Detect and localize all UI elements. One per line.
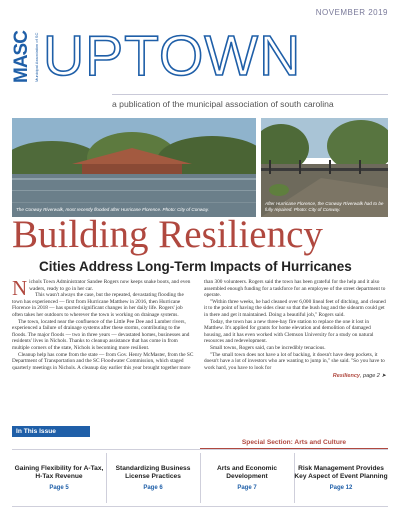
article-column-left: [12, 276, 194, 371]
issue-date: NOVEMBER 2019: [315, 8, 388, 17]
photo-flooded-riverwalk: [12, 118, 256, 217]
toc-item-title: Arts and Economic Development: [216, 464, 278, 480]
photo-right-caption: After Hurricane Florence, the Conway Riverwalk had to be fully repaired. Photo: City of Conway.: [265, 201, 384, 212]
article-paragraph: "Within three weeks, he had cleaned over 6,000 lineal feet of ditching, and cleaned it to the point of having the sides clear so that the bush hog and the sidearm could get in there and get it maintained. Doing a beautiful job," Rogers said.: [204, 298, 386, 318]
masthead-rule: [112, 94, 388, 95]
article-paragraph: The town, located near the confluence of the Little Pee Dee and Lumber rivers, experienced a failure of drainage systems after these storms, contributing to the floods. The major floods — two in three years — devastated homes, businesses and residents' lives in Nichols. Thanks to cleanup assistance that has come in from multiple corners of the state, Nichols is becoming more resilient.: [12, 318, 190, 351]
table-of-contents: [12, 449, 388, 507]
arrow-right-icon: ➤: [381, 373, 386, 380]
masc-abbrev: MASC: [11, 31, 32, 83]
article-paragraph: Cleanup help has come from the state — from Gov. Henry McMaster, from the SC Department of Transportation and the SC Floodwater Commission, which staged quarterly meetings in Nichols. A cleanup day earlier this year brought together more: [12, 351, 194, 371]
continued-link[interactable]: Resiliency, page 2 ➤: [332, 373, 386, 380]
masc-logo: [12, 26, 42, 88]
flood-photo-illustration: [12, 118, 256, 217]
toc-item-page: Page 7: [237, 485, 257, 492]
article-paragraph: This wasn't always the case, but the repeated, devastating flooding the town has experienced — first from Hurricane Matthew in 2016, then Hurricane Florence in 2018 — has spurred significant changes in her daily life. Rogers' job often takes her outdoors to wherever the town is working on drainage systems.: [12, 292, 184, 318]
article-paragraph: Today, the town has a new three-bay fire station to replace the one it lost in Matthew. It's applied for grants for home elevation and demolition of damaged housing, and it has even worked with Clemson University for a study on natural resources and redevelopment.: [204, 318, 374, 345]
toc-item-title: Gaining Flexibility for A-Tax, H-Tax Revenue: [14, 464, 104, 480]
masthead-tagline: a publication of the municipal association of south carolina: [112, 99, 334, 109]
toc-item[interactable]: [294, 449, 388, 507]
masc-fullname: Municipal Association of SC: [34, 32, 39, 82]
drop-cap: N: [12, 276, 28, 300]
special-section-label: Special Section: Arts and Culture: [241, 439, 347, 446]
toc-item-title: Standardizing Business License Practices: [115, 464, 191, 480]
toc-item-page: Page 12: [329, 485, 353, 492]
toc-item[interactable]: [12, 449, 106, 507]
toc-item[interactable]: [106, 449, 200, 507]
article-paragraph: Small towns, Rogers said, can be incredibly tenacious.: [210, 344, 326, 351]
toc-item[interactable]: [200, 449, 294, 507]
article-headline: Building Resiliency: [12, 213, 323, 256]
article-subhead: Cities Address Long-Term Impacts of Hurricanes: [39, 259, 352, 274]
article-paragraph: Nichols Town Administrator Sandee Rogers now keeps snake boots, and even waders, ready to go in her car.: [12, 276, 191, 300]
toc-item-title: Risk Management Provides Key Aspect of Event Planning: [294, 464, 388, 480]
masthead-title: UPTOWN: [43, 24, 302, 88]
article-paragraph: "The small town does not have a lot of backing, it doesn't have deep pockets, it doesn't have a lot of investors who are wanting to jump in," she said. "So you have to work hard, you have to look for: [204, 351, 385, 371]
photo-left-caption: The Conway Riverwalk, most recently flooded after Hurricane Florence. Photo: City of Conway.: [16, 207, 209, 212]
toc-item-page: Page 5: [49, 485, 69, 492]
article-column-right: [204, 279, 386, 380]
photo-repaired-riverwalk: [261, 118, 388, 217]
toc-item-page: Page 6: [143, 485, 163, 492]
in-this-issue-label: In This Issue: [12, 426, 90, 437]
article-paragraph: than 300 volunteers. Rogers said the town has been grateful for the help and it also assembled enough funding for a taskforce for an employee of the street department to operate.: [204, 279, 386, 299]
